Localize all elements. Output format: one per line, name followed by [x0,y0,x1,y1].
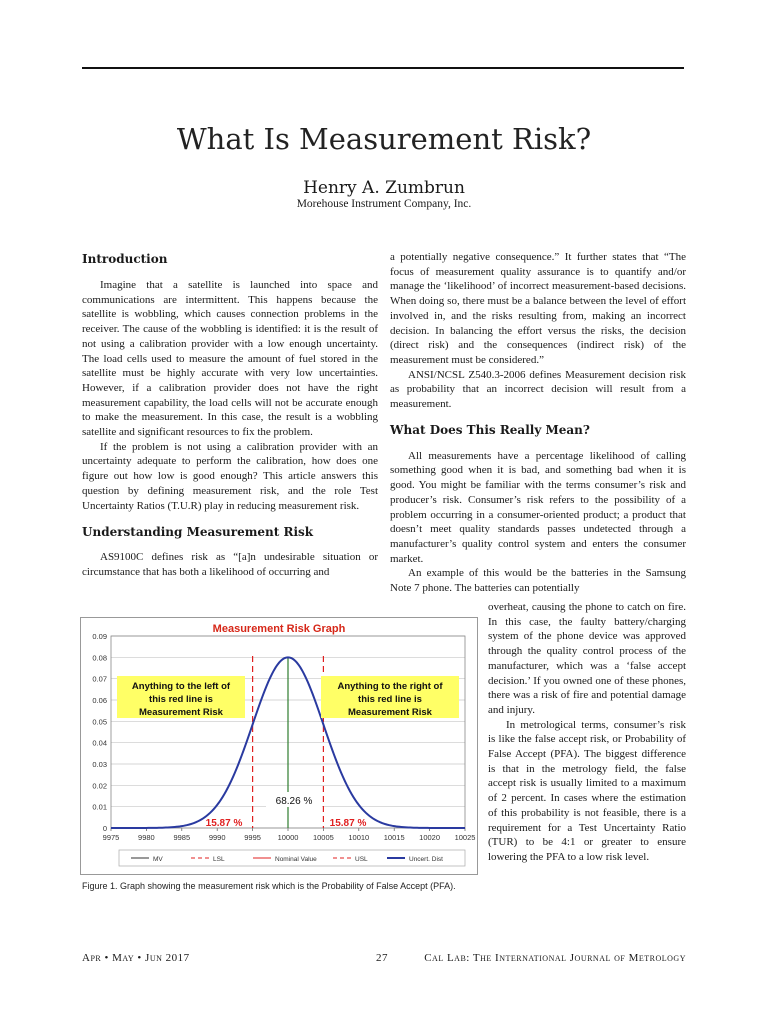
right-percent-label: 15.87 % [329,818,367,829]
paragraph: All measurements have a percentage likelihood of calling something good when it is bad, and something bad when it is good. You might be familiar with the terms consumer’s risk and producer’s risk. Consumer’s risk refers to the possibility of a problem occurring in a consumer-oriented product; a product that doesn’t meet quality standards passes undetected through a manufacturer’s quality control system and enters the consumer market. [390,449,686,565]
x-tick-label: 10005 [312,833,334,842]
y-tick-label: 0.09 [92,632,107,641]
chart-title: Measurement Risk Graph [212,623,346,635]
author-name: Henry A. Zumbrun [303,178,465,198]
heading-what-does-this-mean: What Does This Really Mean? [390,422,590,437]
x-tick-label: 9995 [244,833,261,842]
x-tick-label: 9990 [208,833,226,842]
y-tick-label: 0.05 [92,717,107,727]
right-risk-box-text: Anything to the right of [337,681,443,692]
top-rule [82,67,684,69]
left-column [82,252,378,580]
y-tick-label: 0 [102,824,107,833]
center-percent-label: 68.26 % [275,796,313,807]
right-risk-box-text: this red line is [358,694,422,705]
heading-understanding-risk: Understanding Measurement Risk [82,525,314,540]
paragraph: Imagine that a satellite is launched into space and communications are intermittent. This happens because the satellite is wobbling, which causes connection problems in the receiver. The cause of the wobbling is identified: it is the result of not using a calibration provider with a low enough uncertainty. The load cells used to measure the amount of fuel stored in the satellite must be highly accurate with very low uncertainties. However, if a calibration provider does not have the right measurement capability, the load cells will not be accurate enough to make the measurement. In this case, the result is a wobbling satellite and significant resources to fix the problem. [82,279,378,439]
paragraph: If the problem is not using a calibration provider with an uncertainty adequate to perform the calibration, how does one figure out how low is good enough? This article answers this question by defining measurement risk, and the role Test Uncertainty Ratios (T.U.R) play in reducing measurement risk. [82,440,378,512]
legend-label: Nominal Value [275,856,317,863]
article-title: What Is Measurement Risk? [176,122,592,156]
x-tick-label: 10025 [454,833,476,842]
footer-page-number: 27 [376,952,388,964]
x-tick-label: 9975 [102,833,120,842]
y-tick-label: 0.03 [92,760,107,769]
x-tick-label: 10020 [419,833,441,842]
left-percent-label: 15.87 % [205,818,243,829]
author-affiliation: Morehouse Instrument Company, Inc. [296,198,472,210]
x-tick-label: 9985 [173,833,191,842]
y-tick-label: 0.08 [92,653,107,663]
right-column [390,250,686,596]
legend-label: MV [153,856,163,863]
x-tick-label: 10000 [277,833,299,842]
paragraph: AS9100C defines risk as “[a]n undesirable situation or circumstance that has both a likelihood of occurring and [82,551,378,578]
narrow-column [488,600,686,865]
paragraph: An example of this would be the batteries in the Samsung Note 7 phone. The batteries can potentially [390,567,686,595]
right-risk-box-text: Measurement Risk [348,707,432,718]
left-risk-box-text: Anything to the left of [131,681,231,692]
x-tick-label: 9980 [138,833,155,842]
paragraph: overheat, causing the phone to catch on fire. In this case, the faulty battery/charging system of the phone device was approved through the quality control process of the manufacturer, which was a ‘false accept decision.’ If you owned one of these phones, there was a risk of fire and potential damage and injury. [488,601,686,716]
measurement-risk-figure [80,617,478,875]
footer-journal: Cal Lab: The International Journal of Metrology [424,952,686,964]
paragraph: a potentially negative consequence.” It further states that “The focus of measurement quality assurance is to quantify and/or manage the ‘likelihood’ of incorrect measurement-based decisions. When doing so, there must be a balance between the level of effort involved in, and the risks resulting from, making an incorrect decision. In balancing the effort versus the risks, the decision (direct risk) and the consequences (indirect risk) of the measurement must be considered.” [390,251,686,366]
y-tick-label: 0.06 [92,696,107,705]
y-tick-label: 0.07 [92,674,107,684]
paragraph: ANSI/NCSL Z540.3-2006 defines Measurement decision risk as probability that an incorrect decision will result from a measurement. [390,368,686,411]
legend-label: LSL [213,856,225,863]
left-risk-box-text: this red line is [149,694,213,705]
y-tick-label: 0.02 [92,781,107,791]
y-tick-label: 0.01 [92,802,107,812]
paragraph: In metrological terms, consumer’s risk is like the false accept risk, or Probability of False Accept (PFA). The biggest difference is that in the metrology field, the false accept risk is usually limited to a maximum of 2 percent. In cases where the estimation of this probability is not feasible, there is a requirement for a Test Uncertainty Ratio (TUR) to be 4:1 or greater to ensure lowering the PFA to a low risk level. [488,718,686,863]
y-tick-label: 0.04 [92,738,107,748]
measurement-risk-chart [81,618,477,874]
legend-label: USL [355,856,368,863]
figure-caption: Figure 1. Graph showing the measurement risk which is the Probability of False Accept (PFA). [82,881,456,891]
x-tick-label: 10010 [348,833,370,842]
left-risk-box-text: Measurement Risk [139,707,223,718]
footer-issue: Apr • May • Jun 2017 [82,952,190,964]
heading-introduction: Introduction [82,252,168,266]
legend-label: Uncert. Dist [409,856,443,863]
x-tick-label: 10015 [383,833,405,842]
